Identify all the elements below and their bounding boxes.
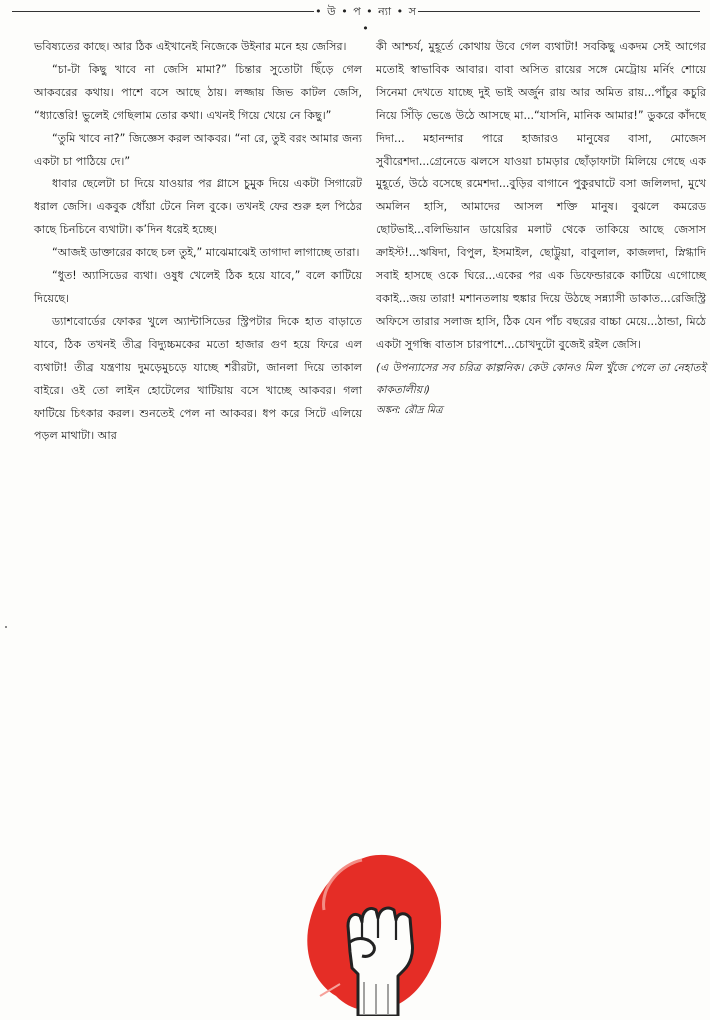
- stray-mark: [5, 626, 7, 628]
- illustration-credit: অঙ্কন: রৌদ্র মিত্র: [376, 404, 443, 416]
- paragraph: “আজই ডাক্তারের কাছে চল তুই,” মাঝেমাঝেই তাগাদা লাগাচ্ছে তারা।: [52, 246, 360, 260]
- header-rule-right: [418, 11, 700, 12]
- page-header: [0, 0, 710, 35]
- paragraph: ধাবার ছেলেটা চা দিয়ে যাওয়ার পর গ্লাসে চুমুক দিয়ে একটা সিগারেট ধরাল জেসি। একবুক ধোঁয়া টেনে নিল বুকে। তখনই ফের শুরু হল পিঠের কাছে চিনচিনে ব্যথাটা। ক’দিন ধরেই হচ্ছে।: [34, 177, 362, 237]
- disclaimer-note: (এ উপন্যাসের সব চরিত্র কাল্পনিক। কেউ কোনও মিল খুঁজে পেলে তা নেহাতই কাকতালীয়।): [376, 361, 706, 396]
- raised-fist-logo: [300, 846, 445, 1016]
- right-column: [376, 36, 706, 421]
- paragraph: “ধুত! অ্যাসিডের ব্যথা। ওষুধ খেলেই ঠিক হয়ে যাবে,” বলে কাটিয়ে দিয়েছে।: [34, 269, 362, 305]
- paragraph: কী আশ্চর্য, মুহূর্তে কোথায় উবে গেল ব্যথাটা! সবকিছু একদম সেই আগের মতোই স্বাভাবিক আবার। বাবা অসিত রায়ের সঙ্গে মেট্রোয় মর্নিং শোয়ে সিনেমা দেখতে যাচ্ছে দুই ভাই অর্জুন রায় আর অমিত রায়...পাঁচুর কচুরি নিয়ে সিঁড়ি ভেঙে উঠে আসছে মা...“যাসনি, মানিক আমার!” ডুকরে কাঁদছে দিদা... মহানন্দার পারে হাজারও মানুষের বাসা, মোজেস সুবীরেশদা...গ্রেনেডে ঝলসে যাওয়া চামড়ার ছোঁড়াফাটা মিলিয়ে গেছে এক মুহূর্তে, উঠে বসেছে রমেশদা...বুড়ির বাগানে পুকুরঘাটে বসা জলিলদা, মুখে অমলিন হাসি, আমাদের আসল শক্তি মানুষ। বুঝলে কমরেড ছোটভাই...বলিভিয়ান ডায়েরির মলাট থেকে তাকিয়ে আছে জেসাস ক্রাইস্ট!...ঋষিদা, বিপুল, ইসমাইল, ছোট্টুয়া, বাবুলাল, কাজলদা, স্নিগ্ধাদি সবাই হাসছে ওকে ঘিরে...একের পর এক ডিফেন্ডারকে কাটিয়ে এগোচ্ছে বকাই...জয় তারা! মশানতলায় হুঙ্কার দিয়ে উঠছে সন্ন্যাসী ডাকাত...রেজিস্ট্রি অফিসে তারার সলাজ হাসি, ঠিক যেন পাঁচ বছরের বাচ্চা মেয়ে...ঠান্ডা, মিঠে একটা সুগন্ধি বাতাস চারপাশে...চোখদুটো বুজেই রইল জেসি।: [376, 40, 706, 351]
- paragraph: “তুমি খাবে না?” জিজ্ঞেস করল আকবর। “না রে, তুই বরং আমার জন্য একটা চা পাঠিয়ে দে।”: [34, 131, 362, 168]
- left-column: [34, 36, 362, 448]
- paragraph: “চা-টা কিছু খাবে না জেসি মামা?” চিন্তার সুতোটা ছিঁড়ে গেল আকবরের কথায়। পাশে বসে আছে ঠায়। লজ্জায় জিভ কাটল জেসি, “ধ্যাত্তেরি! ভুলেই গেছিলাম তোর কথা। এখনই গিয়ে খেয়ে নে কিছু।”: [34, 62, 362, 122]
- raised-fist-icon: [300, 846, 445, 1016]
- paragraph: ড্যাশবোর্ডের ফোকর খুলে অ্যান্টাসিডের স্ট্রিপটার দিকে হাত বাড়াতে যাবে, ঠিক তখনই তীব্র বিদ্যুচ্চমকের মতো হাজার গুণ হয়ে ফিরে এল ব্যথাটা! তীব্র যন্ত্রণায় দুমড়েমুচড়ে যাচ্ছে শরীরটা, জানলা দিয়ে তাকাল বাইরে। ওই তো লাইন হোটেলের খাটিয়ায় বসে খাচ্ছে আকবর। গলা ফাটিয়ে চিৎকার করল। শুনতেই পেল না আকবর। ধপ করে সিটে এলিয়ে পড়ল মাথাটা। আর: [34, 314, 362, 443]
- section-title: • উ • প • ন্যা • স •: [315, 5, 417, 35]
- paragraph: ভবিষ্যতের কাছে। আর ঠিক এইখানেই নিজেকে উইনার মনে হয় জেসির।: [34, 40, 347, 53]
- header-rule-left: [12, 11, 314, 12]
